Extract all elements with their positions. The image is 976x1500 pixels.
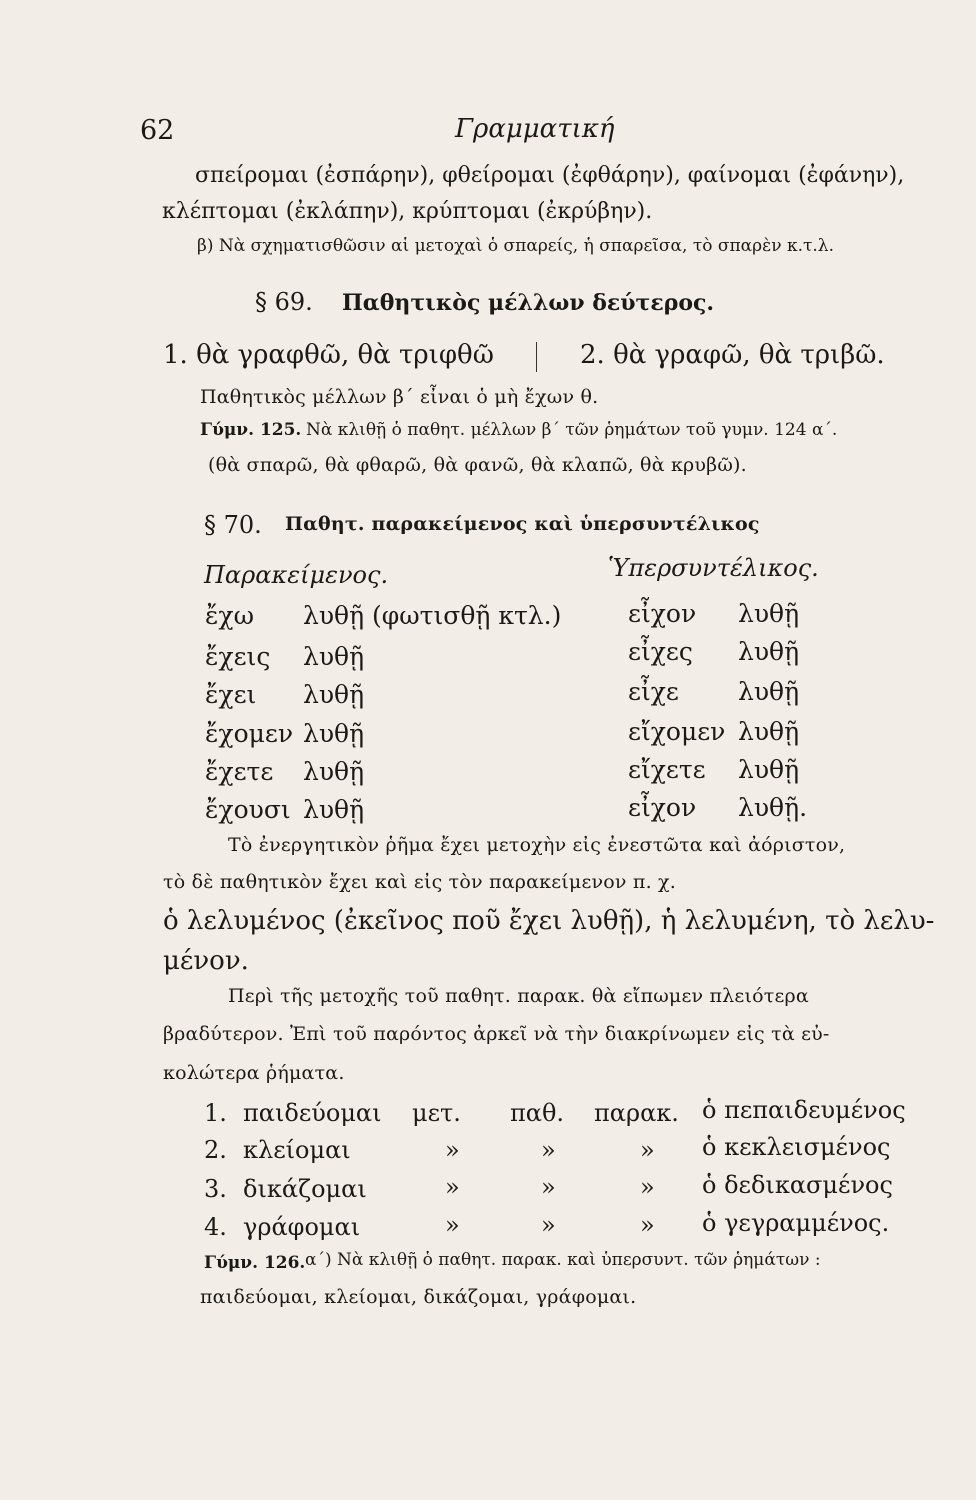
perfect-participle: λυθῇ	[303, 757, 365, 786]
page-number: 62	[140, 115, 175, 146]
section-69-number: § 69.	[255, 288, 313, 316]
intro-line-3: β) Νὰ σχηματισθῶσιν αἱ μετοχαὶ ὁ σπαρείς, ἡ σπαρεῖσα, τὸ σπαρὲν κ.τ.λ.	[197, 236, 834, 256]
para-3-line-2: βραδύτερον. Ἐπὶ τοῦ παρόντος ἀρκεῖ νὰ τὴν διακρίνωμεν εἰς τὰ εὐ-	[163, 1023, 830, 1045]
form-second-aorist: 2. θὰ γραφῶ, θὰ τριβῶ.	[580, 340, 885, 370]
item-col-3: »	[640, 1136, 655, 1164]
exercise-126-line-1: α΄) Νὰ κλιθῇ ὁ παθητ. παρακ. καὶ ὑπερσυντ. τῶν ῥημάτων :	[305, 1250, 821, 1270]
item-number: 3.	[204, 1175, 227, 1203]
para-3-line-3: κολώτερα ῥήματα.	[163, 1062, 345, 1084]
item-participle: ὁ κεκλεισμένος	[702, 1133, 891, 1161]
column-divider	[536, 342, 537, 372]
item-col-2: »	[541, 1211, 556, 1239]
intro-line-2: κλέπτομαι (ἐκλάπην), κρύπτομαι (ἐκρύβην).	[162, 199, 653, 224]
exercise-125-text: Νὰ κλιθῇ ὁ παθητ. μέλλων β΄ τῶν ῥημάτων τοῦ γυμν. 124 α΄.	[306, 420, 838, 440]
pluperfect-participle: λυθῇ.	[738, 793, 808, 822]
perfect-aux: ἔχομεν	[205, 719, 294, 748]
rule-text: Παθητικὸς μέλλων β΄ εἶναι ὁ μὴ ἔχων θ.	[200, 386, 599, 408]
item-verb: παιδεύομαι	[243, 1099, 382, 1127]
perfect-column-title: Παρακείμενος.	[204, 561, 389, 589]
perfect-participle: λυθῇ (φωτισθῇ κτλ.)	[303, 601, 562, 630]
perfect-aux: ἔχουσι	[205, 795, 291, 824]
item-verb: γράφομαι	[243, 1213, 361, 1241]
perfect-aux: ἔχεις	[205, 642, 271, 671]
section-69-heading: Παθητικὸς μέλλων δεύτερος.	[342, 290, 715, 316]
item-col-1: »	[445, 1136, 460, 1164]
exercise-126-line-2: παιδεύομαι, κλείομαι, δικάζομαι, γράφομαι.	[200, 1286, 637, 1308]
perfect-aux: ἔχει	[205, 680, 257, 709]
para-3-line-1: Περὶ τῆς μετοχῆς τοῦ παθητ. παρακ. θὰ εἴπωμεν πλειότερα	[228, 985, 809, 1007]
perfect-participle: λυθῇ	[303, 642, 365, 671]
exercise-126-label: Γύμν. 126.	[204, 1253, 306, 1273]
pluperfect-aux: εἶχες	[628, 637, 693, 666]
item-verb: κλείομαι	[243, 1136, 351, 1164]
item-col-2: παθ.	[510, 1099, 565, 1127]
pluperfect-participle: λυθῇ	[738, 717, 800, 746]
pluperfect-participle: λυθῇ	[738, 755, 800, 784]
pluperfect-column-title: Ὑπερσυντέλικος.	[608, 554, 819, 582]
pluperfect-aux: εἴχετε	[628, 755, 706, 784]
intro-line-1: σπείρομαι (ἐσπάρην), φθείρομαι (ἐφθάρην), φαίνομαι (ἐφάνην),	[195, 163, 905, 188]
item-col-1: »	[445, 1173, 460, 1201]
pluperfect-aux: εἶχον	[628, 793, 697, 822]
pluperfect-aux: εἴχομεν	[628, 717, 726, 746]
item-col-2: »	[541, 1136, 556, 1164]
pluperfect-participle: λυθῇ	[738, 637, 800, 666]
item-col-3: »	[640, 1173, 655, 1201]
item-col-3: »	[640, 1211, 655, 1239]
para-1-line-2: τὸ δὲ παθητικὸν ἔχει καὶ εἰς τὸν παρακείμενον π. χ.	[163, 871, 676, 893]
pluperfect-participle: λυθῇ	[738, 677, 800, 706]
pluperfect-aux: εἶχον	[628, 599, 697, 628]
perfect-participle: λυθῇ	[303, 719, 365, 748]
para-1-line-1: Τὸ ἐνεργητικὸν ῥῆμα ἔχει μετοχὴν εἰς ἐνεστῶτα καὶ ἀόριστον,	[228, 834, 846, 856]
section-70-heading: Παθητ. παρακείμενος καὶ ὑπερσυντέλικος	[285, 513, 760, 535]
item-participle: ὁ δεδικασμένος	[702, 1171, 893, 1199]
item-verb: δικάζομαι	[243, 1175, 367, 1203]
perfect-aux: ἔχω	[205, 601, 254, 630]
running-head: Γραμματική	[455, 114, 615, 144]
item-participle: ὁ πεπαιδευμένος	[702, 1096, 906, 1124]
form-first-aorist: 1. θὰ γραφθῶ, θὰ τριφθῶ	[163, 340, 494, 370]
item-number: 2.	[204, 1136, 227, 1164]
section-70-number: § 70.	[204, 511, 262, 539]
para-2-line-1: ὁ λελυμένος (ἐκεῖνος ποῦ ἔχει λυθῇ), ἡ λελυμένη, τὸ λελυ-	[163, 906, 935, 936]
item-col-1: μετ.	[412, 1099, 461, 1127]
item-col-3: παρακ.	[594, 1099, 679, 1127]
item-col-2: »	[541, 1173, 556, 1201]
item-col-1: »	[445, 1211, 460, 1239]
pluperfect-aux: εἶχε	[628, 677, 679, 706]
exercise-125-label: Γύμν. 125.	[200, 420, 302, 440]
item-number: 4.	[204, 1213, 227, 1241]
perfect-participle: λυθῇ	[303, 795, 365, 824]
exercise-125-examples: (θὰ σπαρῶ, θὰ φθαρῶ, θὰ φανῶ, θὰ κλαπῶ, θὰ κρυβῶ).	[208, 454, 747, 476]
perfect-participle: λυθῇ	[303, 680, 365, 709]
item-participle: ὁ γεγραμμένος.	[702, 1209, 890, 1237]
item-number: 1.	[204, 1099, 227, 1127]
para-2-line-2: μένον.	[163, 946, 249, 976]
perfect-aux: ἔχετε	[205, 757, 274, 786]
pluperfect-participle: λυθῇ	[738, 599, 800, 628]
